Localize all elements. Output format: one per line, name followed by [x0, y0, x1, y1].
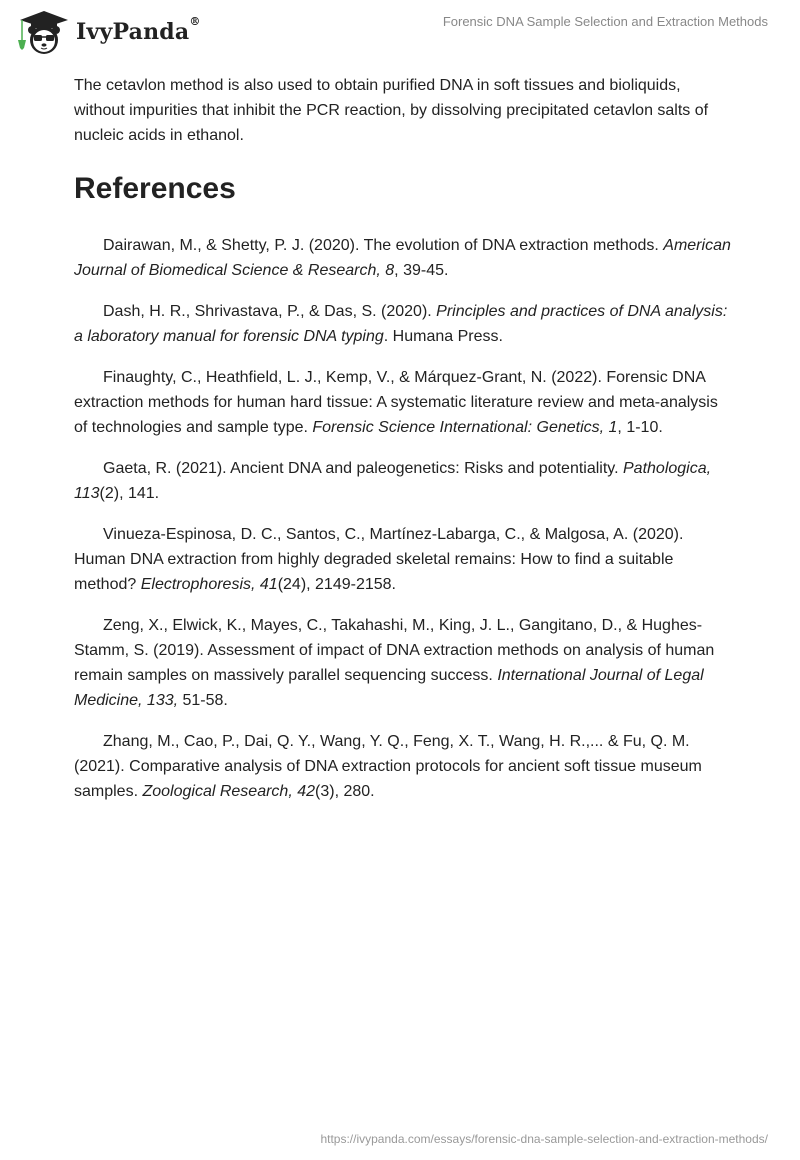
reference-entry: [74, 613, 734, 713]
reference-text: Zhang, M., Cao, P., Dai, Q. Y., Wang, Y. Q., Feng, X. T., Wang, H. R.,... & Fu, Q. M. (2021). Comparative analysis of DNA extraction protocols for ancient soft tissue museum samples.: [74, 733, 702, 800]
references-heading: References: [74, 172, 236, 205]
reference-text: Zeng, X., Elwick, K., Mayes, C., Takahashi, M., King, J. L., Gangitano, D., & Hughes-Stamm, S. (2019). Assessment of impact of DNA extraction methods on analysis of human remain samples on massively parallel sequencing success.: [74, 617, 715, 684]
reference-entry: [74, 233, 734, 283]
reference-entry: [74, 729, 734, 804]
reference-entry: [74, 456, 734, 506]
document-title: Forensic DNA Sample Selection and Extraction Methods: [442, 14, 768, 29]
reference-source: Electrophoresis, 41: [140, 576, 278, 593]
reference-text: . Humana Press.: [383, 328, 503, 345]
reference-text: , 1-10.: [617, 419, 663, 436]
intro-paragraph: The cetavlon method is also used to obtain purified DNA in soft tissues and bioliquids, without impurities that inhibit the PCR reaction, by dissolving precipitated cetavlon salts of nucleic acids in ethanol.: [74, 77, 709, 144]
reference-text: (24), 2149-2158.: [277, 576, 396, 593]
reference-text: (2), 141.: [99, 485, 160, 502]
brand-name: IvyPanda®: [76, 15, 201, 45]
reference-text: Finaughty, C., Heathfield, L. J., Kemp, V., & Márquez-Grant, N. (2022). Forensic DNA extraction methods for human hard tissue: A systematic literature review and meta-analysis of technologies and sample type.: [74, 369, 718, 436]
reference-source: International Journal of Legal Medicine, 133,: [74, 667, 704, 709]
reference-text: , 39-45.: [394, 262, 449, 279]
reference-source: Pathologica, 113: [74, 460, 712, 502]
reference-entry: [74, 299, 734, 349]
reference-source: Zoological Research, 42: [142, 783, 316, 800]
reference-text: (3), 280.: [315, 783, 375, 800]
source-url[interactable]: https://ivypanda.com/essays/forensic-dna-sample-selection-and-extraction-methods/: [320, 1132, 768, 1146]
references-list: [74, 233, 734, 804]
reference-text: Gaeta, R. (2021). Ancient DNA and paleogenetics: Risks and potentiality.: [103, 460, 623, 477]
reference-entry: [74, 522, 734, 597]
reference-source: Forensic Science International: Genetics, 1: [312, 419, 618, 436]
brand-logo[interactable]: [14, 8, 201, 56]
registered-mark: ®: [189, 15, 201, 28]
document-body: [74, 73, 734, 820]
reference-text: Dash, H. R., Shrivastava, P., & Das, S. (2020).: [103, 303, 437, 320]
reference-text: Dairawan, M., & Shetty, P. J. (2020). The evolution of DNA extraction methods.: [103, 237, 664, 254]
reference-source: Principles and practices of DNA analysis: a laboratory manual for forensic DNA typing: [74, 303, 728, 345]
page-header: [0, 0, 800, 60]
reference-entry: [74, 365, 734, 440]
panda-graduation-cap-icon: [14, 8, 70, 56]
reference-text: 51-58.: [178, 692, 228, 709]
reference-text: Vinueza-Espinosa, D. C., Santos, C., Martínez-Labarga, C., & Malgosa, A. (2020). Human DNA extraction from highly degraded skeletal remains: How to find a suitable method?: [74, 526, 684, 593]
reference-source: American Journal of Biomedical Science & Research, 8: [74, 237, 731, 279]
